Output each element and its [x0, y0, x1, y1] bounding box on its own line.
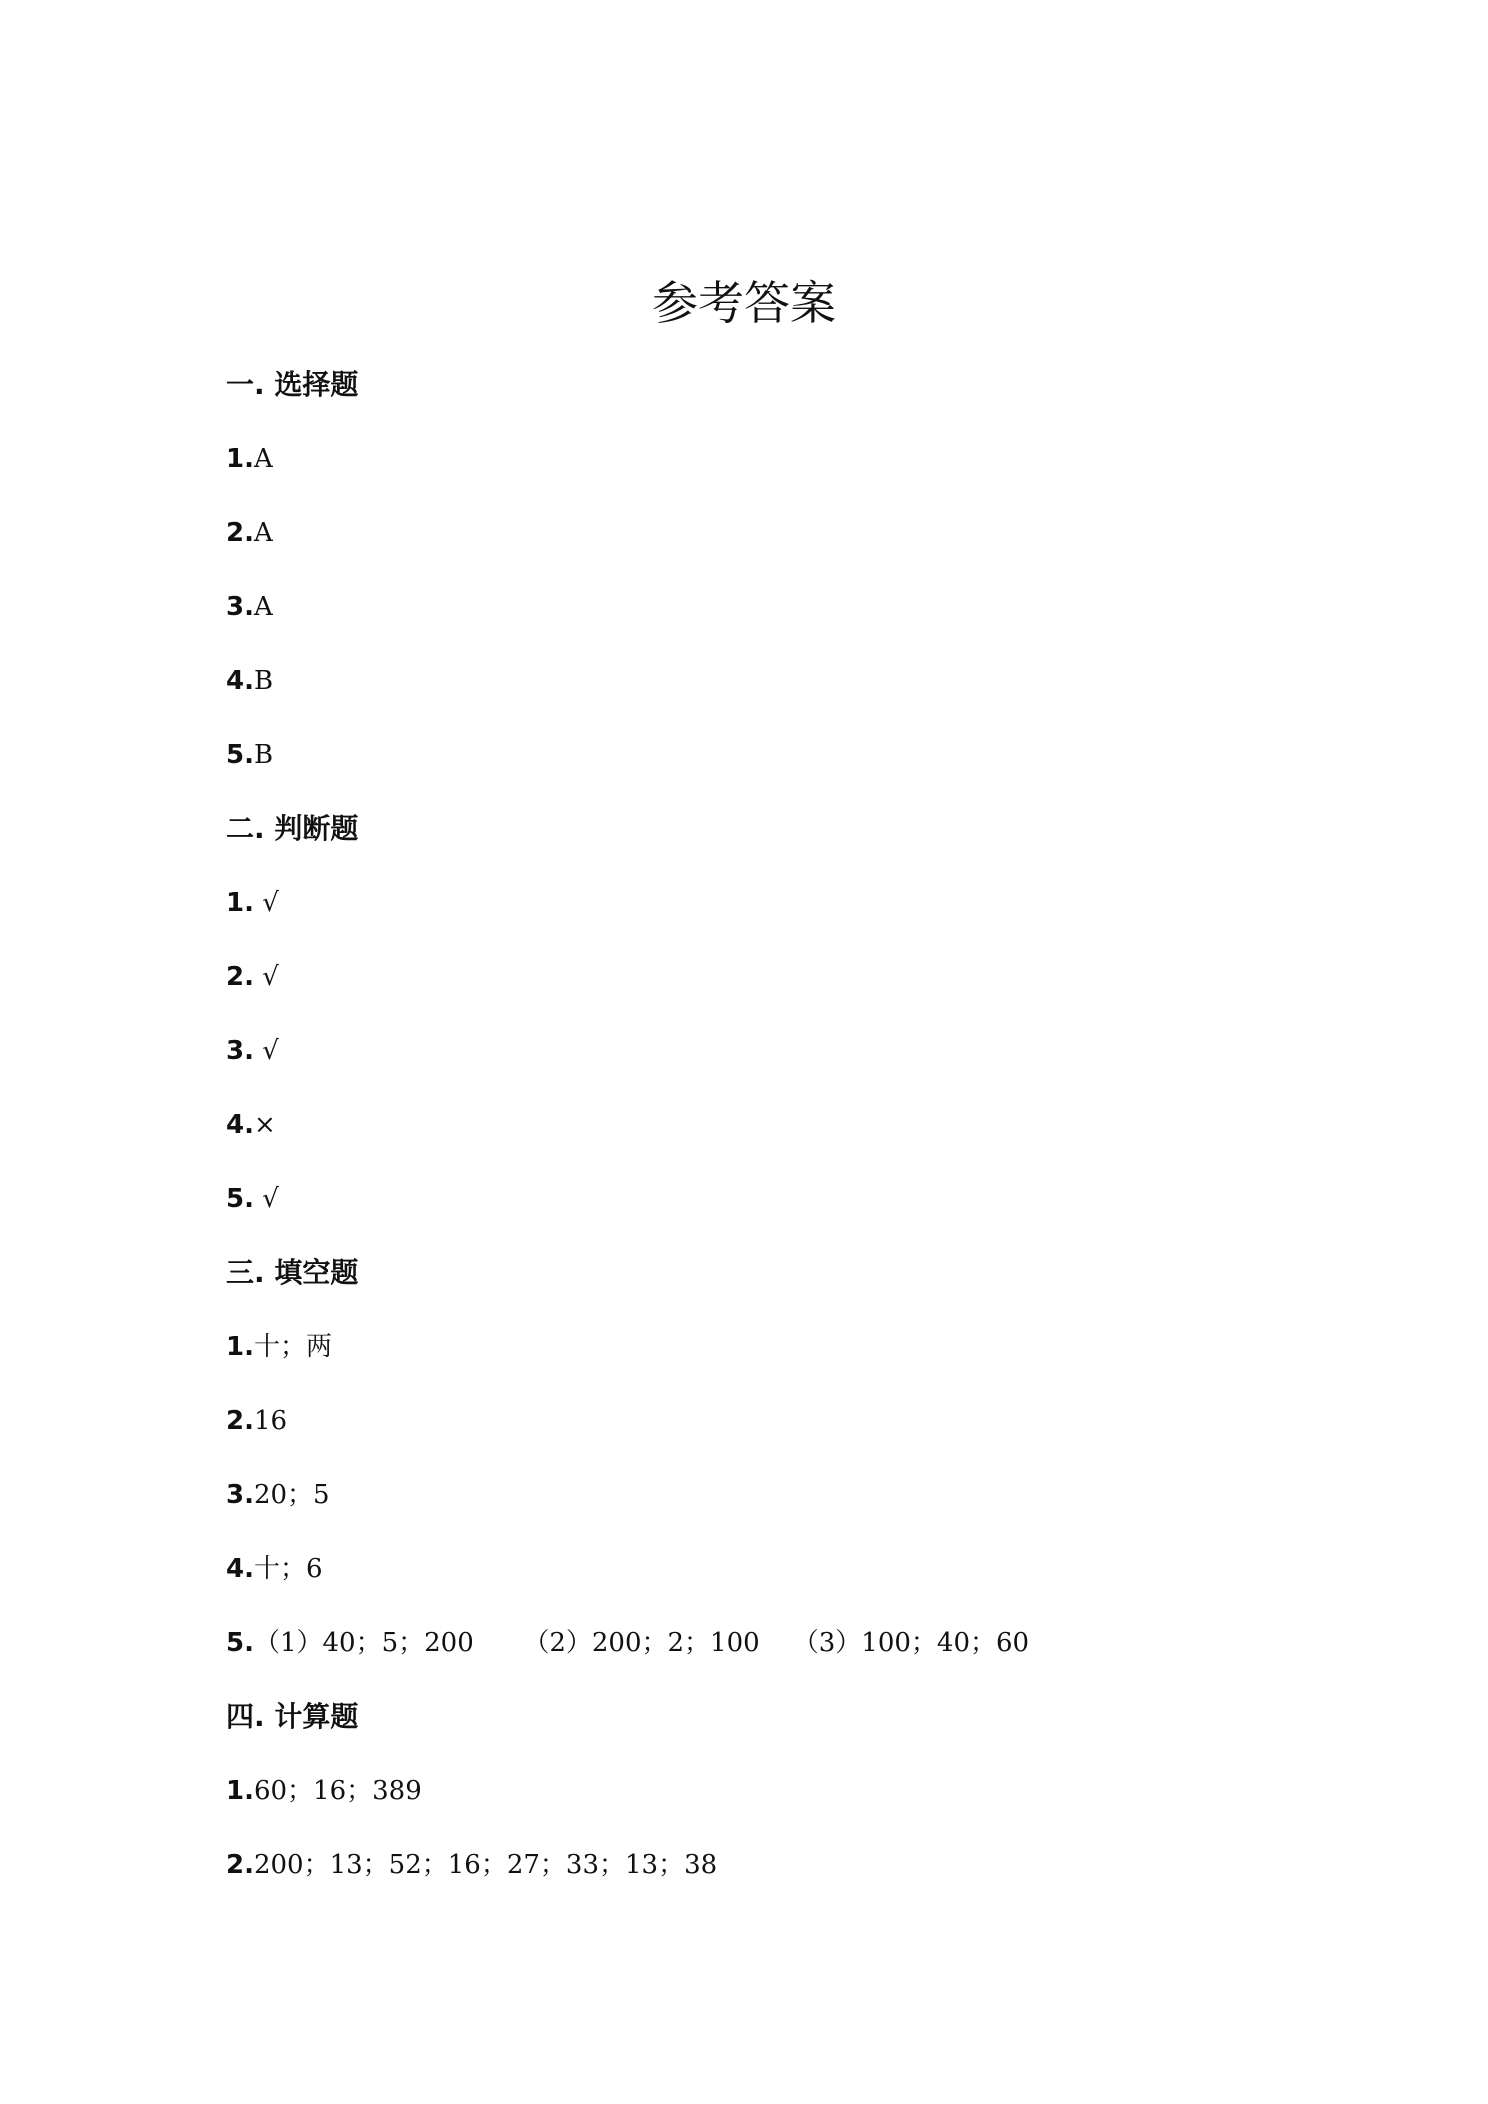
- answer-line: [226, 1472, 330, 1518]
- question-number: 2.: [226, 1406, 254, 1436]
- answer-line: [226, 1176, 279, 1222]
- answer-line: [226, 436, 273, 482]
- question-number: 4.: [226, 1554, 254, 1584]
- answer-line: [226, 732, 273, 778]
- answer-text: √: [253, 888, 279, 918]
- answer-text: ×: [253, 1110, 276, 1140]
- question-number: 3.: [226, 592, 254, 622]
- question-number: 1.: [226, 1776, 254, 1806]
- answer-line: [226, 954, 279, 1000]
- answer-line: [226, 1324, 332, 1370]
- section-heading-true-false: 二. 判断题: [226, 812, 359, 845]
- question-number: 5.: [226, 1628, 254, 1658]
- answer-line: [226, 1546, 323, 1592]
- question-number: 1.: [226, 444, 254, 474]
- question-number: 3.: [226, 1480, 254, 1510]
- answer-line: [226, 1398, 287, 1444]
- answer-text: 60；16；389: [253, 1776, 422, 1806]
- answer-text: （1）40；5；200 （2）200；2；100 （3）100；40；60: [253, 1628, 1030, 1658]
- question-number: 2.: [226, 518, 254, 548]
- section-heading-calculation: 四. 计算题: [226, 1700, 359, 1733]
- answer-line: [226, 510, 273, 556]
- question-number: 1.: [226, 888, 254, 918]
- answer-text: √: [253, 1036, 279, 1066]
- answer-text: A: [253, 444, 273, 474]
- answer-line: [226, 584, 273, 630]
- answer-text: A: [253, 518, 273, 548]
- question-number: 2.: [226, 1850, 254, 1880]
- answer-line: [226, 1842, 717, 1888]
- question-number: 2.: [226, 962, 254, 992]
- answer-line: [226, 1768, 422, 1814]
- answer-text: A: [253, 592, 273, 622]
- answer-line: [226, 1028, 279, 1074]
- answer-line: [226, 880, 279, 926]
- page-title: 参考答案: [652, 276, 836, 330]
- question-number: 3.: [226, 1036, 254, 1066]
- answer-text: B: [253, 666, 274, 696]
- section-heading-fill-blank: 三. 填空题: [226, 1256, 359, 1289]
- question-number: 5.: [226, 1184, 254, 1214]
- answer-text: 20；5: [253, 1480, 330, 1510]
- answer-text: √: [253, 1184, 279, 1214]
- question-number: 1.: [226, 1332, 254, 1362]
- question-number: 4.: [226, 1110, 254, 1140]
- answer-line: [226, 1102, 276, 1148]
- question-number: 5.: [226, 740, 254, 770]
- question-number: 4.: [226, 666, 254, 696]
- answer-text: 200；13；52；16；27；33；13；38: [253, 1850, 718, 1880]
- answer-text: 十；6: [253, 1554, 323, 1584]
- answer-text: √: [253, 962, 279, 992]
- section-heading-choice: 一. 选择题: [226, 368, 359, 401]
- answer-line: [226, 658, 273, 704]
- answer-text: 16: [253, 1406, 288, 1436]
- answer-text: B: [253, 740, 274, 770]
- answer-text: 十；两: [253, 1332, 332, 1362]
- answer-line: [226, 1620, 1029, 1666]
